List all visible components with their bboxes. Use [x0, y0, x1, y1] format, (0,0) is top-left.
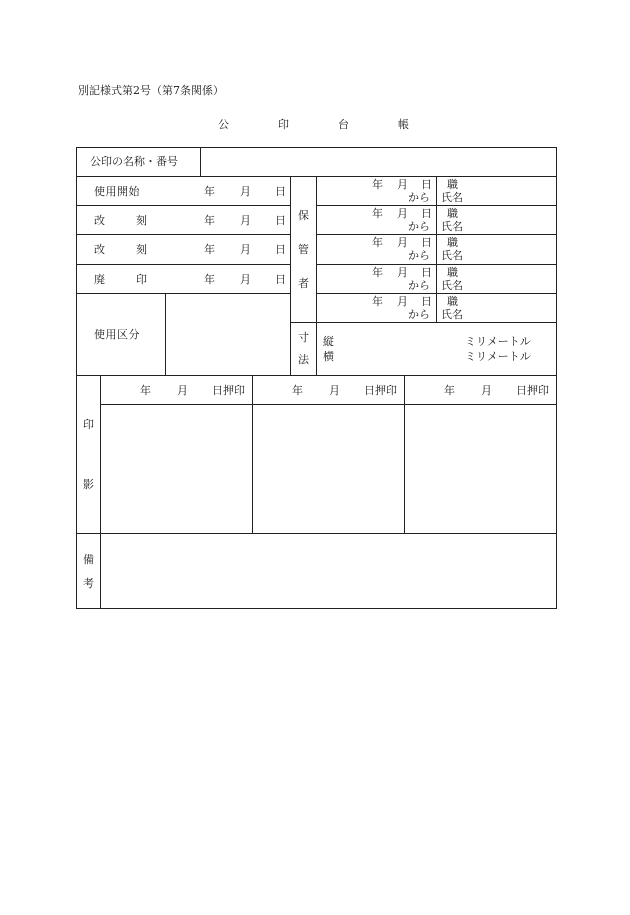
custodian-name: 氏名 — [441, 308, 463, 321]
impression-box[interactable] — [101, 405, 252, 533]
date-year: 年 — [204, 243, 215, 256]
impression-label-char: 印 — [83, 418, 94, 431]
form-reference: 別記様式第2号（第7条関係） — [78, 84, 224, 97]
dimension-vertical-unit: ミリメートル — [465, 335, 531, 348]
custodian-name: 氏名 — [441, 220, 463, 233]
usage-category-field[interactable] — [166, 294, 290, 375]
date-year: 年 — [204, 185, 215, 198]
custodian-from: から — [408, 191, 430, 204]
date-year: 年 — [204, 273, 215, 286]
usage-category-label: 使用区分 — [94, 328, 140, 341]
custodian-month: 月 — [397, 295, 408, 308]
impression-box[interactable] — [405, 405, 556, 533]
dimension-horizontal-unit: ミリメートル — [465, 350, 531, 363]
impression-year: 年 — [444, 384, 455, 397]
impression-day-seal: 日押印 — [364, 384, 397, 397]
dimension-horizontal-label: 横 — [323, 350, 334, 363]
custodian-name: 氏名 — [441, 191, 463, 204]
date-day: 日 — [275, 214, 286, 227]
impression-month: 月 — [481, 384, 492, 397]
date-year: 年 — [204, 214, 215, 227]
impression-year: 年 — [140, 384, 151, 397]
date-month: 月 — [240, 273, 251, 286]
date-row-label-recarve-2a: 改 — [94, 243, 105, 256]
custodian-label-char: 者 — [298, 277, 309, 290]
date-month: 月 — [240, 243, 251, 256]
custodian-day: 日 — [421, 178, 432, 191]
custodian-day: 日 — [421, 266, 432, 279]
custodian-day: 日 — [421, 236, 432, 249]
remarks-field[interactable] — [101, 534, 556, 608]
custodian-year: 年 — [372, 236, 383, 249]
date-day: 日 — [275, 273, 286, 286]
date-row-label-recarve-1b: 刻 — [136, 214, 147, 227]
impression-box[interactable] — [253, 405, 404, 533]
impression-year: 年 — [292, 384, 303, 397]
date-row-label-abolish-a: 廃 — [94, 273, 105, 286]
custodian-position: 職 — [447, 207, 458, 220]
custodian-year: 年 — [372, 178, 383, 191]
date-month: 月 — [240, 214, 251, 227]
date-day: 日 — [275, 185, 286, 198]
custodian-label-char: 保 — [298, 209, 309, 222]
impression-month: 月 — [329, 384, 340, 397]
date-row-label-recarve-1a: 改 — [94, 214, 105, 227]
seal-name-label: 公印の名称・番号 — [90, 155, 178, 168]
custodian-position: 職 — [447, 178, 458, 191]
impression-day-seal: 日押印 — [212, 384, 245, 397]
title-char: 台 — [338, 118, 349, 131]
custodian-month: 月 — [397, 236, 408, 249]
date-day: 日 — [275, 243, 286, 256]
custodian-day: 日 — [421, 207, 432, 220]
seal-name-field[interactable] — [201, 148, 556, 176]
custodian-from: から — [408, 279, 430, 292]
dimension-vertical-label: 縦 — [323, 335, 334, 348]
custodian-year: 年 — [372, 266, 383, 279]
custodian-position: 職 — [447, 236, 458, 249]
custodian-year: 年 — [372, 207, 383, 220]
impression-month: 月 — [177, 384, 188, 397]
custodian-position: 職 — [447, 266, 458, 279]
custodian-month: 月 — [397, 266, 408, 279]
remarks-label-char: 備 — [83, 553, 94, 566]
custodian-position: 職 — [447, 295, 458, 308]
remarks-label-char: 考 — [83, 577, 94, 590]
custodian-label-char: 管 — [298, 243, 309, 256]
date-row-label-start: 使用開始 — [94, 185, 140, 198]
custodian-month: 月 — [397, 207, 408, 220]
custodian-from: から — [408, 249, 430, 262]
custodian-day: 日 — [421, 295, 432, 308]
title-char: 公 — [218, 118, 229, 131]
custodian-name: 氏名 — [441, 249, 463, 262]
custodian-month: 月 — [397, 178, 408, 191]
impression-day-seal: 日押印 — [516, 384, 549, 397]
title-char: 印 — [278, 118, 289, 131]
date-row-label-recarve-2b: 刻 — [136, 243, 147, 256]
impression-label-char: 影 — [83, 478, 94, 491]
custodian-from: から — [408, 308, 430, 321]
dimensions-label-char: 寸 — [298, 331, 309, 344]
custodian-from: から — [408, 220, 430, 233]
title-char: 帳 — [398, 118, 409, 131]
date-month: 月 — [240, 185, 251, 198]
custodian-year: 年 — [372, 295, 383, 308]
custodian-name: 氏名 — [441, 279, 463, 292]
dimensions-label-char: 法 — [298, 353, 309, 366]
date-row-label-abolish-b: 印 — [136, 273, 147, 286]
